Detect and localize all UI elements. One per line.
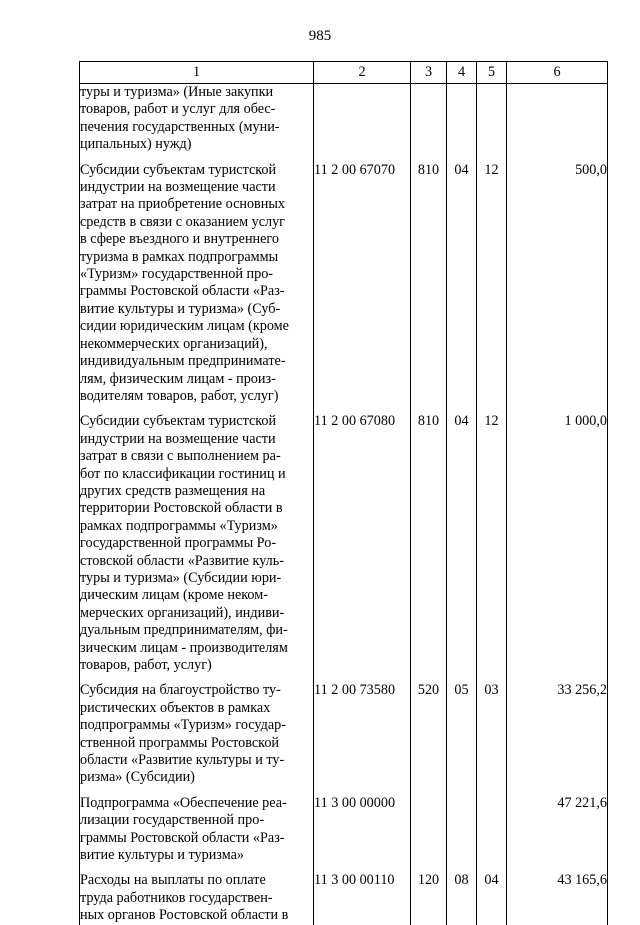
expense-name-cell (80, 413, 314, 674)
expense-name-line: ципальных) нужд) (80, 136, 192, 153)
amount-cell: 33 256,2 (507, 682, 608, 786)
target-article-code-cell: 11 3 00 00110 (314, 872, 411, 924)
expense-type-cell (411, 84, 447, 154)
expense-name-cell (80, 84, 314, 154)
table-row (80, 795, 608, 865)
expense-name-line: затрат на приобретение основных (80, 196, 285, 213)
subsection-cell: 03 (477, 682, 507, 786)
section-cell: 08 (447, 872, 477, 924)
expense-name-line: индустрии на возмещение части (80, 179, 276, 196)
amount-cell (507, 84, 608, 154)
expense-type-cell: 810 (411, 162, 447, 406)
expense-name-line: зическим лицам - производителям (80, 639, 288, 656)
expense-name-line: области «Развитие культуры и ту- (80, 752, 285, 769)
subsection-cell (477, 795, 507, 865)
expense-type-cell (411, 795, 447, 865)
page-number: 985 (308, 28, 332, 44)
column-header-6: 6 (507, 62, 608, 84)
section-cell (447, 84, 477, 154)
expense-name-line: сидии юридическим лицам (кроме (80, 318, 289, 335)
row-spacer (80, 787, 608, 795)
subsection-cell: 12 (477, 162, 507, 406)
expense-name-line: товаров, работ и услуг для обес- (80, 101, 276, 118)
column-header-5: 5 (477, 62, 507, 84)
expense-name-line: Субсидии субъектам туристской (80, 161, 277, 178)
expense-name-line: ризма» (Субсидии) (80, 769, 195, 786)
expense-name-line: территории Ростовской области в (80, 500, 283, 517)
target-article-code-cell: 11 2 00 67070 (314, 162, 411, 406)
expense-name-line: индивидуальным предпринимате- (80, 353, 286, 370)
target-article-code-cell: 11 3 00 00000 (314, 795, 411, 865)
expense-name-line: граммы Ростовской области «Раз- (80, 829, 285, 846)
subsection-cell: 04 (477, 872, 507, 924)
expense-type-cell: 810 (411, 413, 447, 674)
row-spacer (80, 674, 608, 682)
expense-name-line: в сфере въездного и внутреннего (80, 231, 279, 248)
column-header-row (80, 62, 608, 84)
section-cell: 04 (447, 162, 477, 406)
expense-name-line: ных органов Ростовской области в (80, 907, 289, 924)
expense-name-line: некоммерческих организаций), (80, 335, 268, 352)
expense-name-line: дуальным предпринимателям, фи- (80, 622, 288, 639)
table-row (80, 162, 608, 406)
expense-name-cell (80, 162, 314, 406)
table-row (80, 84, 608, 154)
expense-name-line: лизации государственной про- (80, 812, 265, 829)
target-article-code-cell: 11 2 00 73580 (314, 682, 411, 786)
amount-cell: 1 000,0 (507, 413, 608, 674)
expense-name-line: дическим лицам (кроме неком- (80, 587, 268, 604)
expense-name-cell (80, 682, 314, 786)
expense-name-line: Субсидия на благоустройство ту- (80, 682, 281, 699)
expense-name-line: стовской области «Развитие куль- (80, 552, 284, 569)
expense-name-line: затрат в связи с выполнением ра- (80, 448, 281, 465)
subsection-cell (477, 84, 507, 154)
expense-name-line: рамках подпрограммы «Туризм» (80, 517, 278, 534)
expense-type-cell: 120 (411, 872, 447, 924)
expense-name-line: туры и туризма» (Субсидии юри- (80, 569, 282, 586)
expense-name-line: «Туризм» государственной про- (80, 266, 274, 283)
expense-name-line: мерческих организаций), индиви- (80, 604, 285, 621)
expense-name-cell (80, 795, 314, 865)
expense-name-line: ственной программы Ростовской (80, 734, 280, 751)
column-header-1: 1 (80, 62, 314, 84)
expense-name-line: ристических объектов в рамках (80, 699, 271, 716)
expense-name-line: подпрограммы «Туризм» государ- (80, 717, 286, 734)
table-row (80, 872, 608, 924)
expense-name-line: государственной программы Ро- (80, 535, 277, 552)
expense-name-line: водителям товаров, работ, услуг) (80, 387, 279, 404)
expense-type-cell: 520 (411, 682, 447, 786)
row-spacer (80, 154, 608, 162)
expense-name-line: средств в связи с оказанием услуг (80, 213, 285, 230)
expense-name-line: других средств размещения на (80, 482, 266, 499)
section-cell: 04 (447, 413, 477, 674)
expense-name-line: Расходы на выплаты по оплате (80, 872, 266, 889)
table-row (80, 413, 608, 674)
amount-cell: 500,0 (507, 162, 608, 406)
expense-name-line: туры и туризма» (Иные закупки (80, 84, 274, 100)
expense-name-line: печения государственных (муни- (80, 118, 280, 135)
expense-name-line: бот по классификации гостиниц и (80, 465, 286, 482)
expense-name-line: лям, физическим лицам - произ- (80, 370, 276, 387)
expense-name-line: туризма в рамках подпрограммы (80, 248, 279, 265)
row-spacer (80, 405, 608, 413)
row-spacer (80, 864, 608, 872)
column-header-3: 3 (411, 62, 447, 84)
amount-cell: 43 165,6 (507, 872, 608, 924)
table-row (80, 682, 608, 786)
expense-name-line: Субсидии субъектам туристской (80, 413, 277, 430)
section-cell (447, 795, 477, 865)
expense-name-cell (80, 872, 314, 924)
expense-name-line: Подпрограмма «Обеспечение реа- (80, 794, 287, 811)
expense-name-line: витие культуры и туризма» (80, 847, 244, 864)
section-cell: 05 (447, 682, 477, 786)
target-article-code-cell (314, 84, 411, 154)
target-article-code-cell: 11 2 00 67080 (314, 413, 411, 674)
amount-cell: 47 221,6 (507, 795, 608, 865)
expense-name-line: витие культуры и туризма» (Суб- (80, 300, 281, 317)
budget-table (79, 61, 608, 925)
expense-name-line: труда работников государствен- (80, 889, 273, 906)
column-header-2: 2 (314, 62, 411, 84)
expense-name-line: товаров, работ, услуг) (80, 657, 212, 673)
subsection-cell: 12 (477, 413, 507, 674)
column-header-4: 4 (447, 62, 477, 84)
expense-name-line: граммы Ростовской области «Раз- (80, 283, 285, 300)
expense-name-line: индустрии на возмещение части (80, 430, 276, 447)
